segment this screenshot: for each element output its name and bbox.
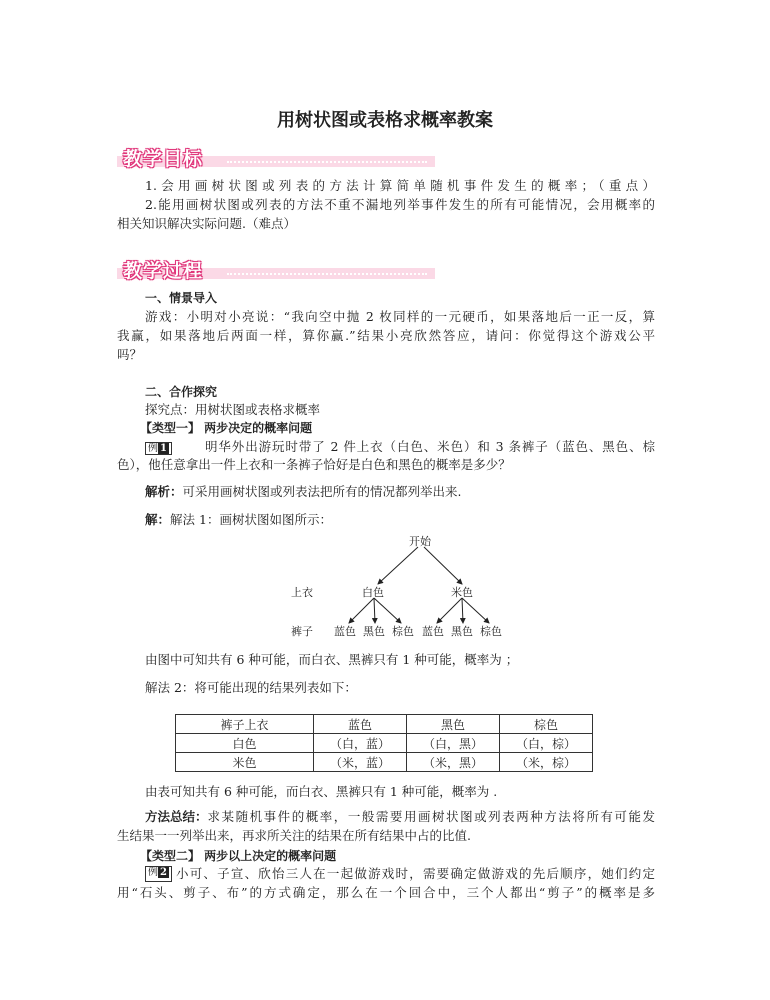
paragraph: 生结果一一列举出来，再求所关注的结果在所有结果中占的比值. <box>117 828 471 843</box>
paragraph: 用“石头、剪子、布”的方式确定，那么在一个回合中，三个人都出“剪子”的概率是多 <box>117 885 655 900</box>
table-header-row: 裤子上衣 蓝色 黑色 棕色 <box>176 715 593 734</box>
table-row: 米色 （米，蓝） （米，黑） （米，棕） <box>176 753 593 772</box>
tree-node: 米色 <box>451 586 473 599</box>
section-banner-process: 教学过程 <box>117 258 435 280</box>
tree-row-label: 裤子 <box>291 625 313 638</box>
goal-1: 1.会用画树状图或列表的方法计算简单随机事件发生的概率；（重点） <box>145 178 655 193</box>
paragraph: 明华外出游玩时带了 2 件上衣（白色、米色）和 3 条裤子（蓝色、黑色、棕 <box>205 439 655 454</box>
paragraph: 吗？ <box>117 347 143 362</box>
example-2: 例 2 小可、子宣、欣怡三人在一起做游戏时，需要确定做游戏的先后顺序，她们约定 <box>145 866 655 882</box>
paragraph: 我赢，如果落地后两面一样，算你赢.”结果小亮欣然答应，请问：你觉得这个游戏公平 <box>117 328 655 343</box>
document-page: 用树状图或表格求概率教案 教学目标 1.会用画树状图或列表的方法计算简单随机事件发生的概率；（重点） 2.能用画树状图或列表的方法不重不漏地列举事件发生的所有可能情况，会用概率的 相关知识解决实际问题.（难点） 教学过程 一、情景导入 游戏：小明对小亮说：“我向空中抛 2 枚同样的一元硬币，如果落地后一正一反，算 我赢，如果落地后两面一样，算你赢.”结果小亮欣然答应，请问：你觉得这个游戏公平 吗？ 二、合作探究 探究点：用树状图或表格求概率 【类型一】 两步决定的概率问题 例 1 明华外出游玩时带了 2 件上衣（白色、米色）和 3 条裤子（蓝色、黑色、棕 色），他任意拿出一件上衣和一条裤子恰好是白色和黑色的概率是多少？ 解析：可采用画树状图或列表法把所有的情况都列举出来. 解：解法 1：画树状图如图所示： 开始 上衣 白色 米色 裤子 蓝色 黑色 棕色 蓝色 黑色 棕色 由图中可知共有 6 种可能，而白衣、黑裤只有 1 种可能，概率为 ； 解法 2：将可能出现的结果列表如下： 裤子上衣 蓝色 黑色 棕色 白色 （白，蓝） （白，黑） （白，棕） 米色 （米，蓝） （米，黑） （米，棕） 由表可知共有 6 种可能，而白衣、黑裤只有 1 种可能，概率为 . 方法总结： 求某随机事件的概率，一般需要用画树状图或列表两种方法将所有可能发 生结果一一列举出来，再求所关注的结果在所有结果中占的比值. 【类型二】 两步以上决定的概率问题 例 2 小可、子宣、欣怡三人在一起做游戏时，需要确定做游戏的先后顺序，她们约定 用“石头、剪子、布”的方式确定，那么在一个回合中，三个人都出“剪子”的概率是多 <box>0 0 770 1000</box>
paragraph: 色），他任意拿出一件上衣和一条裤子恰好是白色和黑色的概率是多少？ <box>117 457 511 472</box>
results-table <box>175 714 593 772</box>
tree-root: 开始 <box>409 535 431 548</box>
section-banner-goals: 教学目标 <box>117 146 435 168</box>
tree-leaf: 蓝色 <box>334 625 356 638</box>
heading-explore: 二、合作探究 <box>145 385 218 399</box>
goal-2-cont: 相关知识解决实际问题.（难点） <box>117 216 296 231</box>
tree-leaf: 蓝色 <box>422 625 444 638</box>
tree-row-label: 上衣 <box>291 586 313 599</box>
tree-leaf: 黑色 <box>363 625 385 638</box>
type-2-heading: 【类型二】 两步以上决定的概率问题 <box>140 849 337 863</box>
paragraph: 解法 2：将可能出现的结果列表如下： <box>145 680 357 695</box>
example-1-badge: 例 1 <box>145 439 265 455</box>
paragraph: 探究点：用树状图或表格求概率 <box>145 402 321 417</box>
heading-intro: 一、情景导入 <box>145 291 218 305</box>
tree-leaf: 棕色 <box>392 625 414 638</box>
goal-2: 2.能用画树状图或列表的方法不重不漏地列举事件发生的所有可能情况，会用概率的 <box>145 197 655 212</box>
type-1-heading: 【类型一】 两步决定的概率问题 <box>140 421 313 435</box>
paragraph: 由表可知共有 6 种可能，而白衣、黑裤只有 1 种可能，概率为 . <box>145 784 498 799</box>
paragraph: 由图中可知共有 6 种可能，而白衣、黑裤只有 1 种可能，概率为 ； <box>145 652 519 667</box>
page-title: 用树状图或表格求概率教案 <box>277 110 493 131</box>
paragraph: 游戏：小明对小亮说：“我向空中抛 2 枚同样的一元硬币，如果落地后一正一反，算 <box>145 309 655 324</box>
tree-leaf: 棕色 <box>480 625 502 638</box>
table-row: 白色 （白，蓝） （白，黑） （白，棕） <box>176 734 593 753</box>
tree-leaf: 黑色 <box>451 625 473 638</box>
tree-node: 白色 <box>362 586 384 599</box>
